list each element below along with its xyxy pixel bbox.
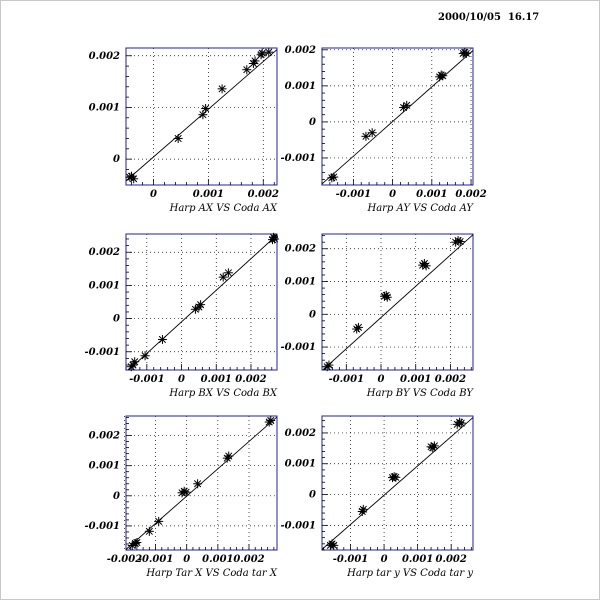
x-axis-title: Harp AX VS Coda AX: [169, 203, 277, 214]
x-tick-label: 0: [178, 374, 186, 385]
timestamp-label: 2000/10/05 16.17: [438, 12, 540, 23]
data-point: [438, 71, 447, 80]
y-tick-label: 0.002: [88, 430, 120, 442]
y-tick-label: -0.001: [280, 152, 316, 164]
x-axis-title: Harp BX VS Coda BX: [169, 388, 277, 399]
data-point: [219, 273, 228, 282]
x-tick-label: 0.001: [202, 554, 234, 565]
plot-panel-3: [85, 233, 280, 399]
data-point: [457, 419, 466, 428]
data-point: [218, 84, 227, 93]
data-point: [402, 101, 411, 110]
data-point: [201, 104, 210, 113]
x-tick-label: 0: [183, 554, 191, 565]
y-tick-label: 0.001: [88, 280, 120, 292]
y-tick-label: -0.001: [280, 342, 316, 354]
x-tick-label: 0.002: [434, 374, 467, 385]
x-axis-title: Harp Tar X VS Coda tar X: [146, 568, 277, 579]
data-point: [354, 323, 363, 332]
data-point: [258, 49, 267, 58]
x-tick-label: 0.002: [247, 189, 279, 200]
y-tick-label: 0: [113, 313, 120, 325]
x-axis-title: Harp AY VS Coda AY: [367, 203, 473, 214]
data-point: [130, 357, 139, 366]
data-point: [174, 134, 183, 143]
data-point: [329, 173, 338, 182]
y-tick-label: 0: [309, 116, 316, 128]
data-point: [242, 65, 251, 74]
fit-line: [322, 418, 473, 550]
data-point: [422, 261, 431, 270]
data-point: [324, 361, 333, 370]
data-point: [462, 49, 471, 58]
data-point: [368, 128, 377, 137]
plot-panel-1: [89, 48, 279, 214]
x-axis-title: Harp tar y VS Coda tar y: [347, 568, 473, 579]
data-point: [266, 416, 275, 425]
x-tick-label: 0.002: [233, 554, 265, 565]
x-tick-label: 0: [389, 189, 397, 200]
x-tick-label: -0.001: [335, 189, 372, 200]
data-point: [430, 441, 439, 450]
y-tick-label: 0.002: [284, 427, 316, 439]
x-axis-title: Harp BY VS Coda BY: [366, 388, 473, 399]
plot-panel-5: [85, 416, 278, 579]
data-point: [359, 505, 368, 514]
x-tick-label: 0.002: [235, 374, 267, 385]
x-tick-label: 0.001: [416, 189, 448, 200]
data-point: [129, 174, 138, 183]
fit-line: [322, 51, 473, 184]
x-tick-label: -0.002: [106, 554, 143, 565]
data-point: [391, 473, 400, 482]
data-point: [182, 488, 191, 497]
x-tick-label: 0.002: [435, 554, 467, 565]
x-tick-label: 0.001: [400, 374, 432, 385]
data-point: [390, 472, 399, 481]
x-tick-label: 0: [149, 189, 157, 200]
data-point: [154, 517, 163, 526]
y-tick-label: -0.001: [84, 520, 120, 532]
y-tick-label: 0.002: [88, 247, 120, 259]
data-point: [451, 238, 460, 247]
y-tick-label: -0.001: [84, 346, 120, 358]
data-point: [145, 527, 154, 536]
x-tick-label: 0.001: [401, 554, 434, 565]
x-tick-label: 0.001: [192, 189, 225, 200]
data-point: [224, 452, 233, 461]
data-point: [193, 479, 202, 488]
y-tick-label: 0.001: [284, 80, 316, 92]
plot-panel-4: [281, 234, 475, 399]
fit-line: [126, 50, 277, 181]
y-tick-label: 0: [309, 489, 316, 501]
x-tick-label: -0.001: [332, 554, 369, 565]
plot-frame: [126, 234, 277, 370]
data-point: [270, 234, 279, 243]
y-tick-label: 0: [309, 309, 316, 321]
y-tick-label: 0.001: [284, 276, 316, 288]
x-tick-label: -0.001: [328, 374, 365, 385]
data-point: [249, 59, 258, 68]
x-tick-label: 0.002: [455, 189, 487, 200]
data-point: [437, 71, 446, 80]
x-tick-label: -0.001: [129, 374, 165, 385]
data-point: [456, 237, 465, 246]
y-tick-label: 0.001: [88, 460, 120, 472]
data-point: [328, 539, 337, 548]
y-tick-label: 0.001: [284, 458, 316, 470]
fit-line: [126, 417, 277, 549]
y-tick-label: 0: [113, 490, 120, 502]
x-tick-label: 0: [380, 554, 388, 565]
y-tick-label: 0: [113, 154, 120, 166]
x-tick-label: 0: [377, 374, 385, 385]
y-tick-label: 0.002: [284, 243, 316, 255]
data-point: [224, 268, 233, 277]
data-point: [132, 538, 141, 547]
data-point: [158, 335, 167, 344]
x-tick-label: -0.001: [137, 554, 174, 565]
y-tick-label: 0.002: [284, 44, 316, 56]
y-tick-label: -0.001: [280, 520, 316, 532]
data-point: [141, 351, 150, 360]
y-tick-label: 0.001: [88, 102, 120, 114]
data-point: [264, 48, 273, 57]
plot-panel-2: [281, 45, 487, 214]
data-point: [196, 300, 205, 309]
data-point: [383, 293, 392, 302]
y-tick-label: 0.002: [88, 50, 120, 62]
x-tick-label: 0.001: [200, 374, 232, 385]
plot-panel-6: [281, 416, 474, 579]
